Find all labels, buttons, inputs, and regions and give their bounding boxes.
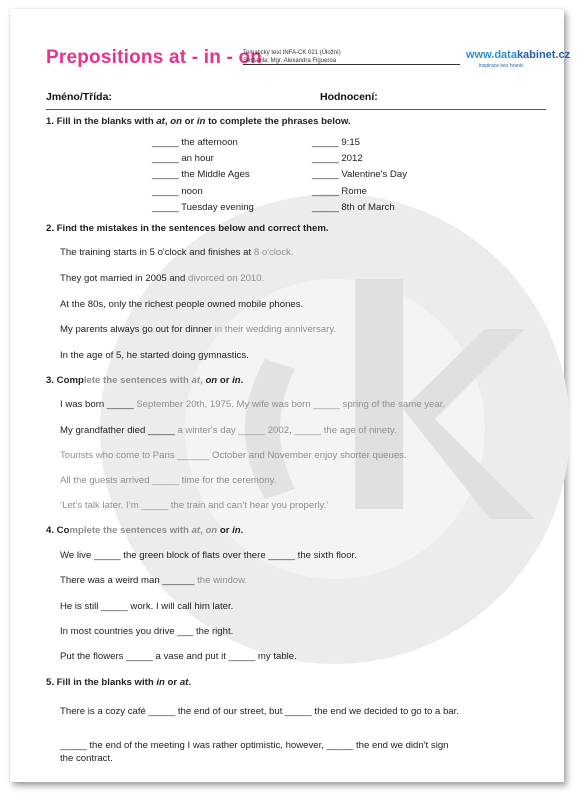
sentence: ‘Let’s talk later. I’m _____ the train and can’t hear you properly.’ [60, 500, 329, 511]
sentence: Put the flowers _____ a vase and put it _____ my table. [60, 651, 297, 662]
sentence: I was born _____ September 20th, 1975. My wife was born _____ spring of the same year. [60, 399, 446, 410]
sentence: We live _____ the green block of flats over there _____ the sixth floor. [60, 550, 357, 561]
grade-label: Hodnocení: [320, 91, 378, 103]
sentence: The training starts in 5 o'clock and finishes at 8 o'clock. [60, 247, 294, 258]
sentence: At the 80s, only the richest people owned mobile phones. [60, 299, 304, 310]
brand-tagline: inspirace bez hranic [479, 63, 524, 69]
phrase-item: _____ an hour [152, 153, 214, 164]
author: Sestavila: Mgr. Alexandra Figueroa [243, 58, 337, 64]
worksheet-page [10, 9, 571, 782]
page-title: Prepositions at - in - on [46, 47, 263, 68]
phrase-item: _____ noon [152, 186, 203, 197]
test-meta [243, 49, 341, 65]
sentence: My grandfather died _____ a winter's day _____ 2002, _____ the age of ninety. [60, 425, 397, 436]
phrase-item: _____ 2012 [312, 153, 363, 164]
exercise-2-heading: 2. Find the mistakes in the sentences below and correct them. [46, 223, 329, 234]
exercise-5-heading: 5. Fill in the blanks with in or at. [46, 677, 192, 688]
sentence: He is still _____ work. I will call him later. [60, 601, 234, 612]
exercise-1-heading: 1. Fill in the blanks with at, on or in to complete the phrases below. [46, 116, 351, 127]
phrase-item: _____ 9:15 [312, 137, 361, 148]
header-divider [243, 64, 460, 65]
name-class-label: Jméno/Třída: [46, 91, 112, 103]
student-info-row [46, 91, 546, 110]
sentence: They got married in 2005 and divorced on 2010. [60, 273, 265, 284]
page-header [46, 41, 571, 81]
sentence-continuation: the contract. [60, 753, 113, 764]
phrase-item: _____ Tuesday evening [152, 202, 254, 213]
brand-logo: www.datakabinet.cz [466, 49, 571, 61]
sentence: In most countries you drive ___ the right. [60, 626, 234, 637]
phrase-item: _____ the afternoon [152, 137, 238, 148]
exercise-3-heading: 3. Complete the sentences with at, on or in. [46, 375, 244, 386]
phrase-item: _____ the Middle Ages [152, 169, 250, 180]
sentence: My parents always go out for dinner in their wedding anniversary. [60, 324, 337, 335]
sentence: In the age of 5, he started doing gymnastics. [60, 350, 249, 361]
sentence: Tourists who come to Paris ______ October and November enjoy shorter queues. [60, 450, 407, 461]
phrase-item: _____ Rome [312, 186, 367, 197]
sentence: There is a cozy café _____ the end of our street, but _____ the end we decided to go to a bar. [60, 706, 459, 717]
test-code: Tematický test INFA-CK 021 (Úložní) [243, 50, 341, 56]
exercise-4-heading: 4. Complete the sentences with at, on or in. [46, 525, 244, 536]
sentence: All the guests arrived _____ time for the ceremony. [60, 475, 277, 486]
phrase-item: _____ 8th of March [312, 202, 395, 213]
phrase-item: _____ Valentine's Day [312, 169, 407, 180]
sentence: _____ the end of the meeting I was rather optimistic, however, _____ the end we didn't sign [60, 740, 449, 751]
sentence: There was a weird man ______ the window. [60, 575, 248, 586]
